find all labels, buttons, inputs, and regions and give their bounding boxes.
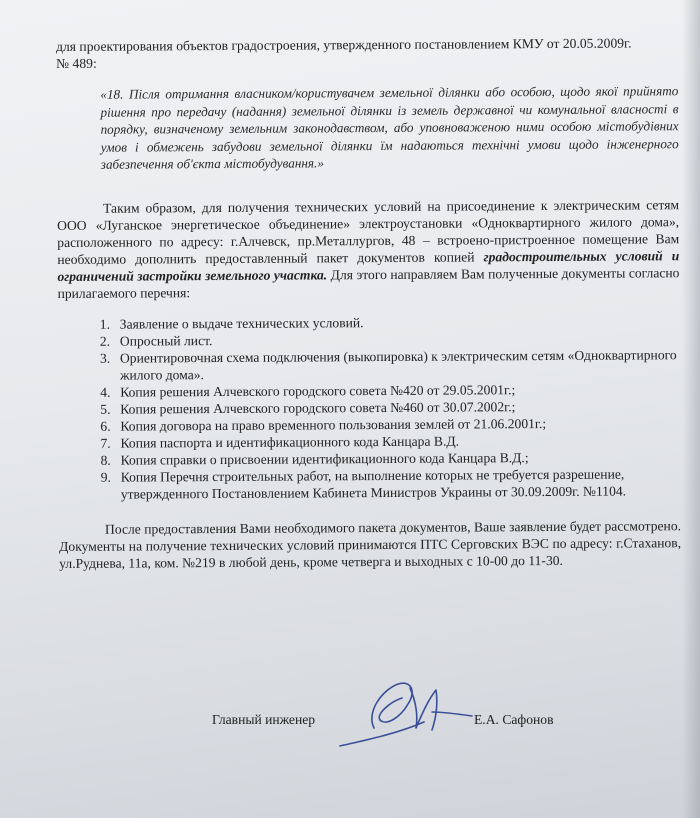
list-item-text: Копия Перечня строительных работ, на выполнение которых не требуется разрешение, утвержденного Постановлением Кабинета Министров Украины от 30.09.2009г. №1104.: [120, 466, 627, 502]
list-item-text: Копия договора на право временного пользования землей от 21.06.2001г.;: [120, 415, 547, 434]
handwritten-signature: [336, 668, 476, 758]
list-item-number: 1.: [99, 316, 110, 332]
main-text-before: Таким образом, для получения технических условий на присоединение к электрическим сетям ООО «Луганское энергетическое объединение» электроустановки «Одноквартирного жилого дома», расположенного по адресу: г.Алчевск, пр.Металлургов, 48 – встроено-пристроенное помещение Вам необходимо дополнить предоставленный пакет документов копией: [57, 196, 680, 267]
document-body: [56, 34, 681, 571]
list-item: [99, 346, 680, 383]
list-item-number: 5.: [100, 401, 111, 417]
list-item-text: Опросный лист.: [119, 332, 213, 349]
closing-paragraph: После предоставления Вами необходимого пакета документов, Ваше заявление будет рассмотрено. Документы на получение технических условий принимаются ПТС Серговских ВЭС по адресу: г.Стаханов, ул.Руднева, 11а, ком. №219 в любой день, кроме четверга и выходных с 10-00 до 11-30.: [59, 517, 682, 571]
list-item-text: Копия паспорта и идентификационного кода Канцара В.Д.: [120, 433, 460, 451]
signatory-name: Е.А. Сафонов: [474, 712, 554, 727]
list-item-text: Копия решения Алчевского городского совета №420 от 29.05.2001г.;: [120, 381, 516, 400]
main-paragraph: [57, 196, 680, 302]
signature-letter-stroke: [410, 688, 437, 730]
signature-underline-stroke: [340, 722, 424, 746]
intro-line-2: № 489:: [56, 55, 97, 71]
list-item-number: 3.: [99, 350, 111, 366]
list-item-number: 6.: [100, 418, 111, 434]
paper-edge-shadow: [682, 0, 700, 818]
list-item-number: 2.: [99, 333, 111, 349]
list-item-number: 9.: [100, 469, 111, 485]
list-item-text: Копия решения Алчевского городского совета №460 от 30.07.2002г.;: [120, 398, 516, 417]
main-emphasis: градостроительных условий и ограничений застройки земельного участка.: [57, 247, 680, 284]
list-item-number: 4.: [100, 384, 111, 400]
list-item-number: 8.: [100, 452, 111, 468]
list-item-text: Заявление о выдаче технических условий.: [119, 314, 364, 332]
intro-line-1: для проектирования объектов градостроения, утвержденного постановлением КМУ от 20.05.2009г.: [56, 35, 632, 54]
list-item-text: Ориентировочная схема подключения (выкопировка) к электрическим сетям «Одноквартирного жилого дома».: [119, 346, 677, 383]
quoted-regulation: «18. Після отримання власником/користувачем земельної ділянки або особою, щодо якої прийнято рішення про передачу (надання) земельної ділянки із земель державної чи комунальної власності в порядку, визначеному земельним законодавством, або уповноваженою ними особою містобудівних умов і обмежень забудови земельної ділянки їм надаються технічні умови щодо інженерного забезпечення об'єкта містобудування.»: [100, 83, 679, 172]
list-item-text: Копия справки о присвоении идентификационного кода Канцара В.Д.;: [120, 449, 529, 468]
list-item-number: 7.: [100, 435, 111, 451]
documents-list: [58, 312, 681, 503]
main-text-after: Для этого направляем Вам полученные документы согласно прилагаемого перечня:: [57, 264, 680, 301]
signature-tail-stroke: [432, 712, 472, 716]
list-item: [100, 465, 681, 502]
signature-loop-stroke: [372, 683, 412, 728]
signatory-title: Главный инженер: [212, 712, 316, 727]
